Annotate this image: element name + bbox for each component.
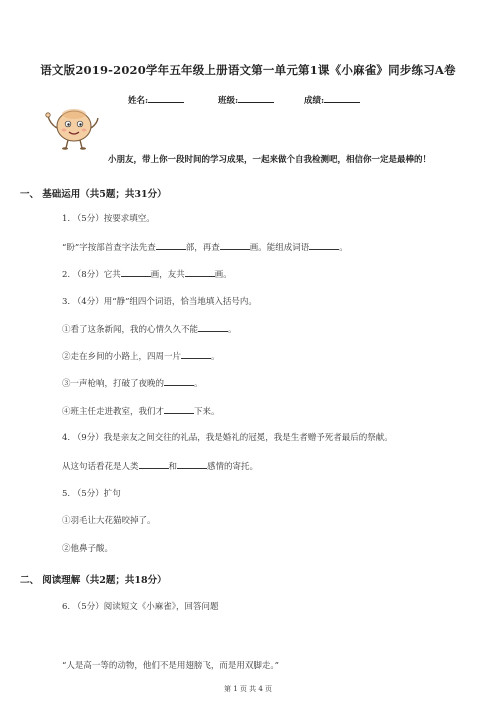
q4-stem: 4. （9分）我是亲友之间交往的礼品，我是婚礼的冠冕，我是生者赠予死者最后的祭献。 <box>62 433 393 443</box>
q1-text-c: 画。能组成词语 <box>249 243 310 253</box>
q3-blank-3[interactable] <box>164 376 194 386</box>
q1-blank-3[interactable] <box>309 240 339 250</box>
q4-blank-1[interactable] <box>139 459 169 469</box>
page-footer: 第 1 页 共 4 页 <box>223 685 273 693</box>
q2-blank-2[interactable] <box>185 267 215 277</box>
q6-stem: 6. （5分）阅读短文《小麻雀》，回答问题 <box>62 602 219 612</box>
q5-stem: 5. （5分）扩句 <box>62 489 121 499</box>
q3-blank-2[interactable] <box>181 349 211 359</box>
q4-line <box>62 459 258 472</box>
q2-line <box>62 267 232 280</box>
q3-blank-4[interactable] <box>164 404 194 414</box>
name-blank[interactable] <box>148 93 184 103</box>
q2-blank-1[interactable] <box>121 267 151 277</box>
score-blank[interactable] <box>324 93 360 103</box>
q3-blank-1[interactable] <box>198 322 228 332</box>
q4-text-b: 和 <box>168 462 178 472</box>
q2-text-c: 画。 <box>214 270 232 280</box>
q2-text-b: 画，友共 <box>150 270 185 280</box>
q2-text-a: 2. （8分）它共 <box>62 270 121 280</box>
q3-item-3 <box>62 376 203 389</box>
q6-quote: “人是高一等的动物，他们不是用翅膀飞，而是用双脚走。” <box>62 661 279 671</box>
q1-blank-1[interactable] <box>156 240 186 250</box>
q3-item-3-end: 。 <box>194 379 203 389</box>
q3-item-4-text: ④班主任走进教室，我们才 <box>62 407 165 417</box>
q5-item-2: ②他鼻子酸。 <box>62 544 114 554</box>
q3-item-1-text: ①看了这条新闻，我的心情久久不能 <box>62 325 199 335</box>
q4-text-a: 从这句话看花是人类 <box>62 462 139 472</box>
q3-stem: 3. （4分）用“静”组四个词语，恰当地填入括号内。 <box>62 297 257 307</box>
name-label: 姓名: <box>128 96 149 106</box>
q3-item-2 <box>62 349 220 362</box>
q3-item-2-end: 。 <box>211 352 220 362</box>
class-blank[interactable] <box>238 93 274 103</box>
q3-item-1 <box>62 322 237 335</box>
document-title: 语文版2019-2020学年五年级上册语文第一单元第1课《小麻雀》同步练习A卷 <box>40 63 456 77</box>
q3-item-3-text: ③一声枪响，打破了夜晚的 <box>62 379 165 389</box>
q3-item-4-end: 下来。 <box>194 407 220 417</box>
class-field <box>218 93 274 106</box>
q1-text-a: “盼”字按部首查字法先查 <box>62 243 156 253</box>
section-reading-heading: 二、 阅读理解（共2题；共18分） <box>20 575 167 586</box>
class-label: 班级: <box>218 96 239 106</box>
q1-stem: 1. （5分）按要求填空。 <box>62 214 155 224</box>
q1-blank-2[interactable] <box>220 240 250 250</box>
mascot-illustration <box>44 102 102 150</box>
score-field <box>304 93 360 106</box>
name-field <box>128 93 184 106</box>
q5-item-1: ①羽毛让大花猫咬掉了。 <box>62 516 156 526</box>
q4-text-c: 感情的寄托。 <box>207 462 259 472</box>
q4-blank-2[interactable] <box>177 459 207 469</box>
section-basic-heading: 一、 基础运用（共5题；共31分） <box>20 189 167 200</box>
q1-text-d: 。 <box>339 243 348 253</box>
q3-item-2-text: ②走在乡间的小路上，四周一片 <box>62 352 182 362</box>
score-label: 成绩: <box>304 96 325 106</box>
q3-item-1-end: 。 <box>228 325 237 335</box>
q1-line <box>62 240 348 253</box>
q3-item-4 <box>62 404 220 417</box>
q1-text-b: 部，再查 <box>185 243 220 253</box>
encouragement-text: 小朋友，带上你一段时间的学习成果，一起来做个自我检测吧，相信你一定是最棒的！ <box>108 155 432 165</box>
